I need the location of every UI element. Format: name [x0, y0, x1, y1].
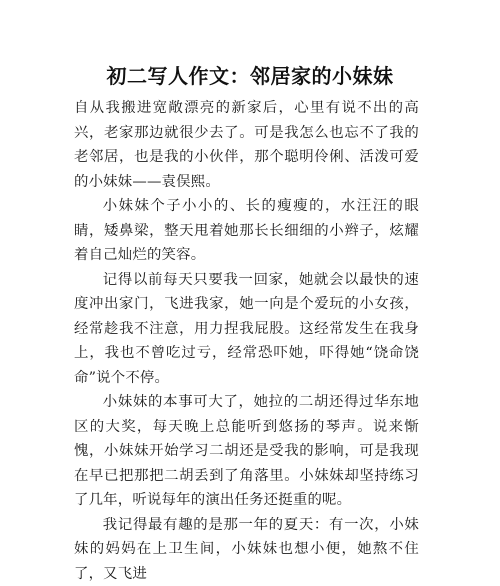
paragraph-5: 我记得最有趣的是那一年的夏天：有一次，小妹妹的妈妈在上卫生间，小妹妹也想小便，她熬不住了，又飞进 — [74, 513, 419, 586]
paragraph-4: 小妹妹的本事可大了，她拉的二胡还得过华东地区的大奖，每天晚上总能听到悠扬的琴声。说来惭愧，小妹妹开始学习二胡还是受我的影响，可是我现在早已把那把二胡丢到了角落里。小妹妹却坚持练习了几年，听说每年的演出任务还挺重的呢。 — [74, 390, 419, 513]
document-title: 初二写人作文：邻居家的小妹妹 — [0, 60, 500, 89]
paragraph-1: 自从我搬进宽敞漂亮的新家后，心里有说不出的高兴，老家那边就很少去了。可是我怎么也忘不了我的老邻居，也是我的小伙伴，那个聪明伶俐、活泼可爱的小妹妹——袁俣熙。 — [74, 96, 419, 194]
paragraph-2: 小妹妹个子小小的、长的瘦瘦的，水汪汪的眼睛，矮鼻梁，整天甩着她那长长细细的小辫子，炫耀着自己灿烂的笑容。 — [74, 194, 419, 268]
paragraph-3: 记得以前每天只要我一回家，她就会以最快的速度冲出家门，飞进我家，她一向是个爱玩的小女孩，经常趁我不注意，用力捏我屁股。这经常发生在我身上，我也不曾吃过亏，经常恐吓她，吓得她“饶命饶命”说个不停。 — [74, 268, 419, 391]
document-body — [74, 96, 419, 586]
